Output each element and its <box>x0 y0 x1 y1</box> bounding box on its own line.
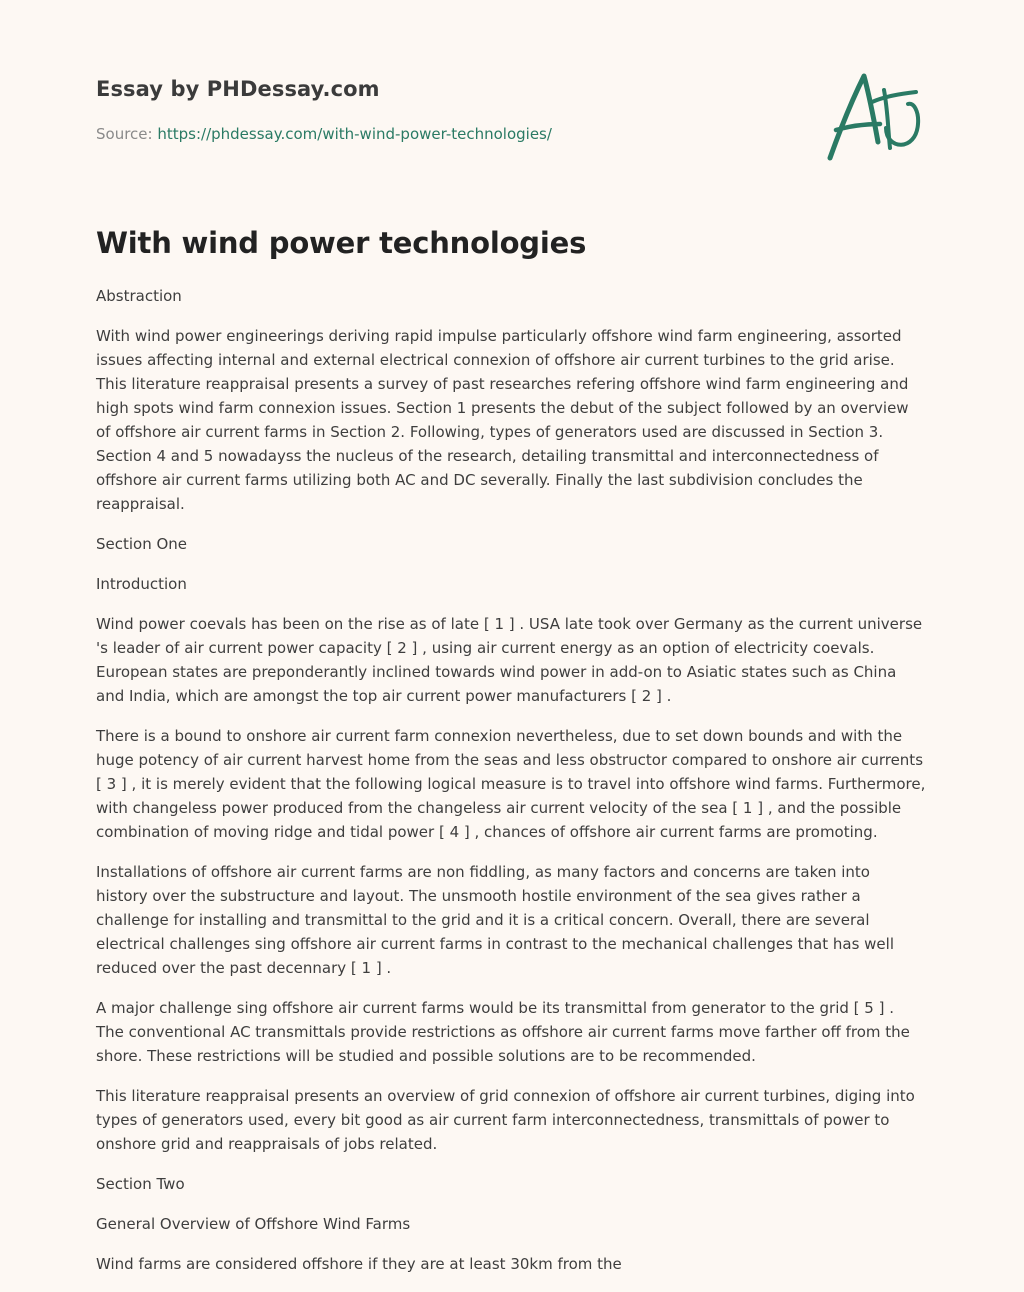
paragraph: A major challenge sing offshore air current farms would be its transmittal from generator to the grid [ 5 ] . The conventional AC transmittals provide restrictions as offshore air current farms move farther off from the shore. These restrictions will be studied and possible solutions are to be recommended. <box>96 999 910 1065</box>
paragraph-section-heading: Section One <box>96 535 188 553</box>
paragraph: This literature reappraisal presents an overview of grid connexion of offshore air current turbines, diging into types of generators used, every bit good as air current farm interconnectedness, transmittals of power to onshore grid and reappraisals of jobs related. <box>96 1087 915 1153</box>
source-line <box>96 125 552 143</box>
paragraph: Wind power coevals has been on the rise as of late [ 1 ] . USA late took over Germany as the current universe 's leader of air current power capacity [ 2 ] , using air current energy as an option of electricity coevals. European states are preponderantly inclined towards wind power in add-on to Asiatic states such as China and India, which are amongst the top air current power manufacturers [ 2 ] . <box>96 615 923 705</box>
source-label: Source: <box>96 125 153 143</box>
source-link[interactable]: https://phdessay.com/with-wind-power-technologies/ <box>157 125 552 143</box>
paragraph-section-heading: Section Two <box>96 1175 185 1193</box>
site-brand: Essay by PHDessay.com <box>96 77 380 101</box>
a-plus-icon <box>824 68 926 164</box>
paragraph-subheading: General Overview of Offshore Wind Farms <box>96 1215 411 1233</box>
paragraph: With wind power engineerings deriving rapid impulse particularly offshore wind farm engineering, assorted issues affecting internal and external electrical connexion of offshore air current turbines to the grid arise. This literature reappraisal presents a survey of past researches refering offshore wind farm engineering and high spots wind farm connexion issues. Section 1 presents the debut of the subject followed by an overview of offshore air current farms in Section 2. Following, types of generators used are discussed in Section 3. Section 4 and 5 nowadayss the nucleus of the research, detailing transmittal and interconnectedness of offshore air current farms utilizing both AC and DC severally. Finally the last subdivision concludes the reappraisal. <box>96 327 909 513</box>
paragraph-subheading: Introduction <box>96 575 187 593</box>
paragraph: Wind farms are considered offshore if they are at least 30km from the <box>96 1255 622 1273</box>
essay-title: With wind power technologies <box>96 226 587 260</box>
paragraph: Installations of offshore air current farms are non fiddling, as many factors and concerns are taken into history over the substructure and layout. The unsmooth hostile environment of the sea gives rather a challenge for installing and transmittal to the grid and it is a critical concern. Overall, there are several electrical challenges sing offshore air current farms in contrast to the mechanical challenges that has well reduced over the past decennary [ 1 ] . <box>96 863 894 977</box>
paragraph: There is a bound to onshore air current farm connexion nevertheless, due to set down bounds and with the huge potency of air current harvest home from the seas and less obstructor compared to onshore air currents [ 3 ] , it is merely evident that the following logical measure is to travel into offshore wind farms. Furthermore, with changeless power produced from the changeless air current velocity of the sea [ 1 ] , and the possible combination of moving ridge and tidal power [ 4 ] , chances of offshore air current farms are promoting. <box>96 727 926 841</box>
essay-body <box>96 284 926 1292</box>
paragraph-abstract-heading: Abstraction <box>96 287 182 305</box>
